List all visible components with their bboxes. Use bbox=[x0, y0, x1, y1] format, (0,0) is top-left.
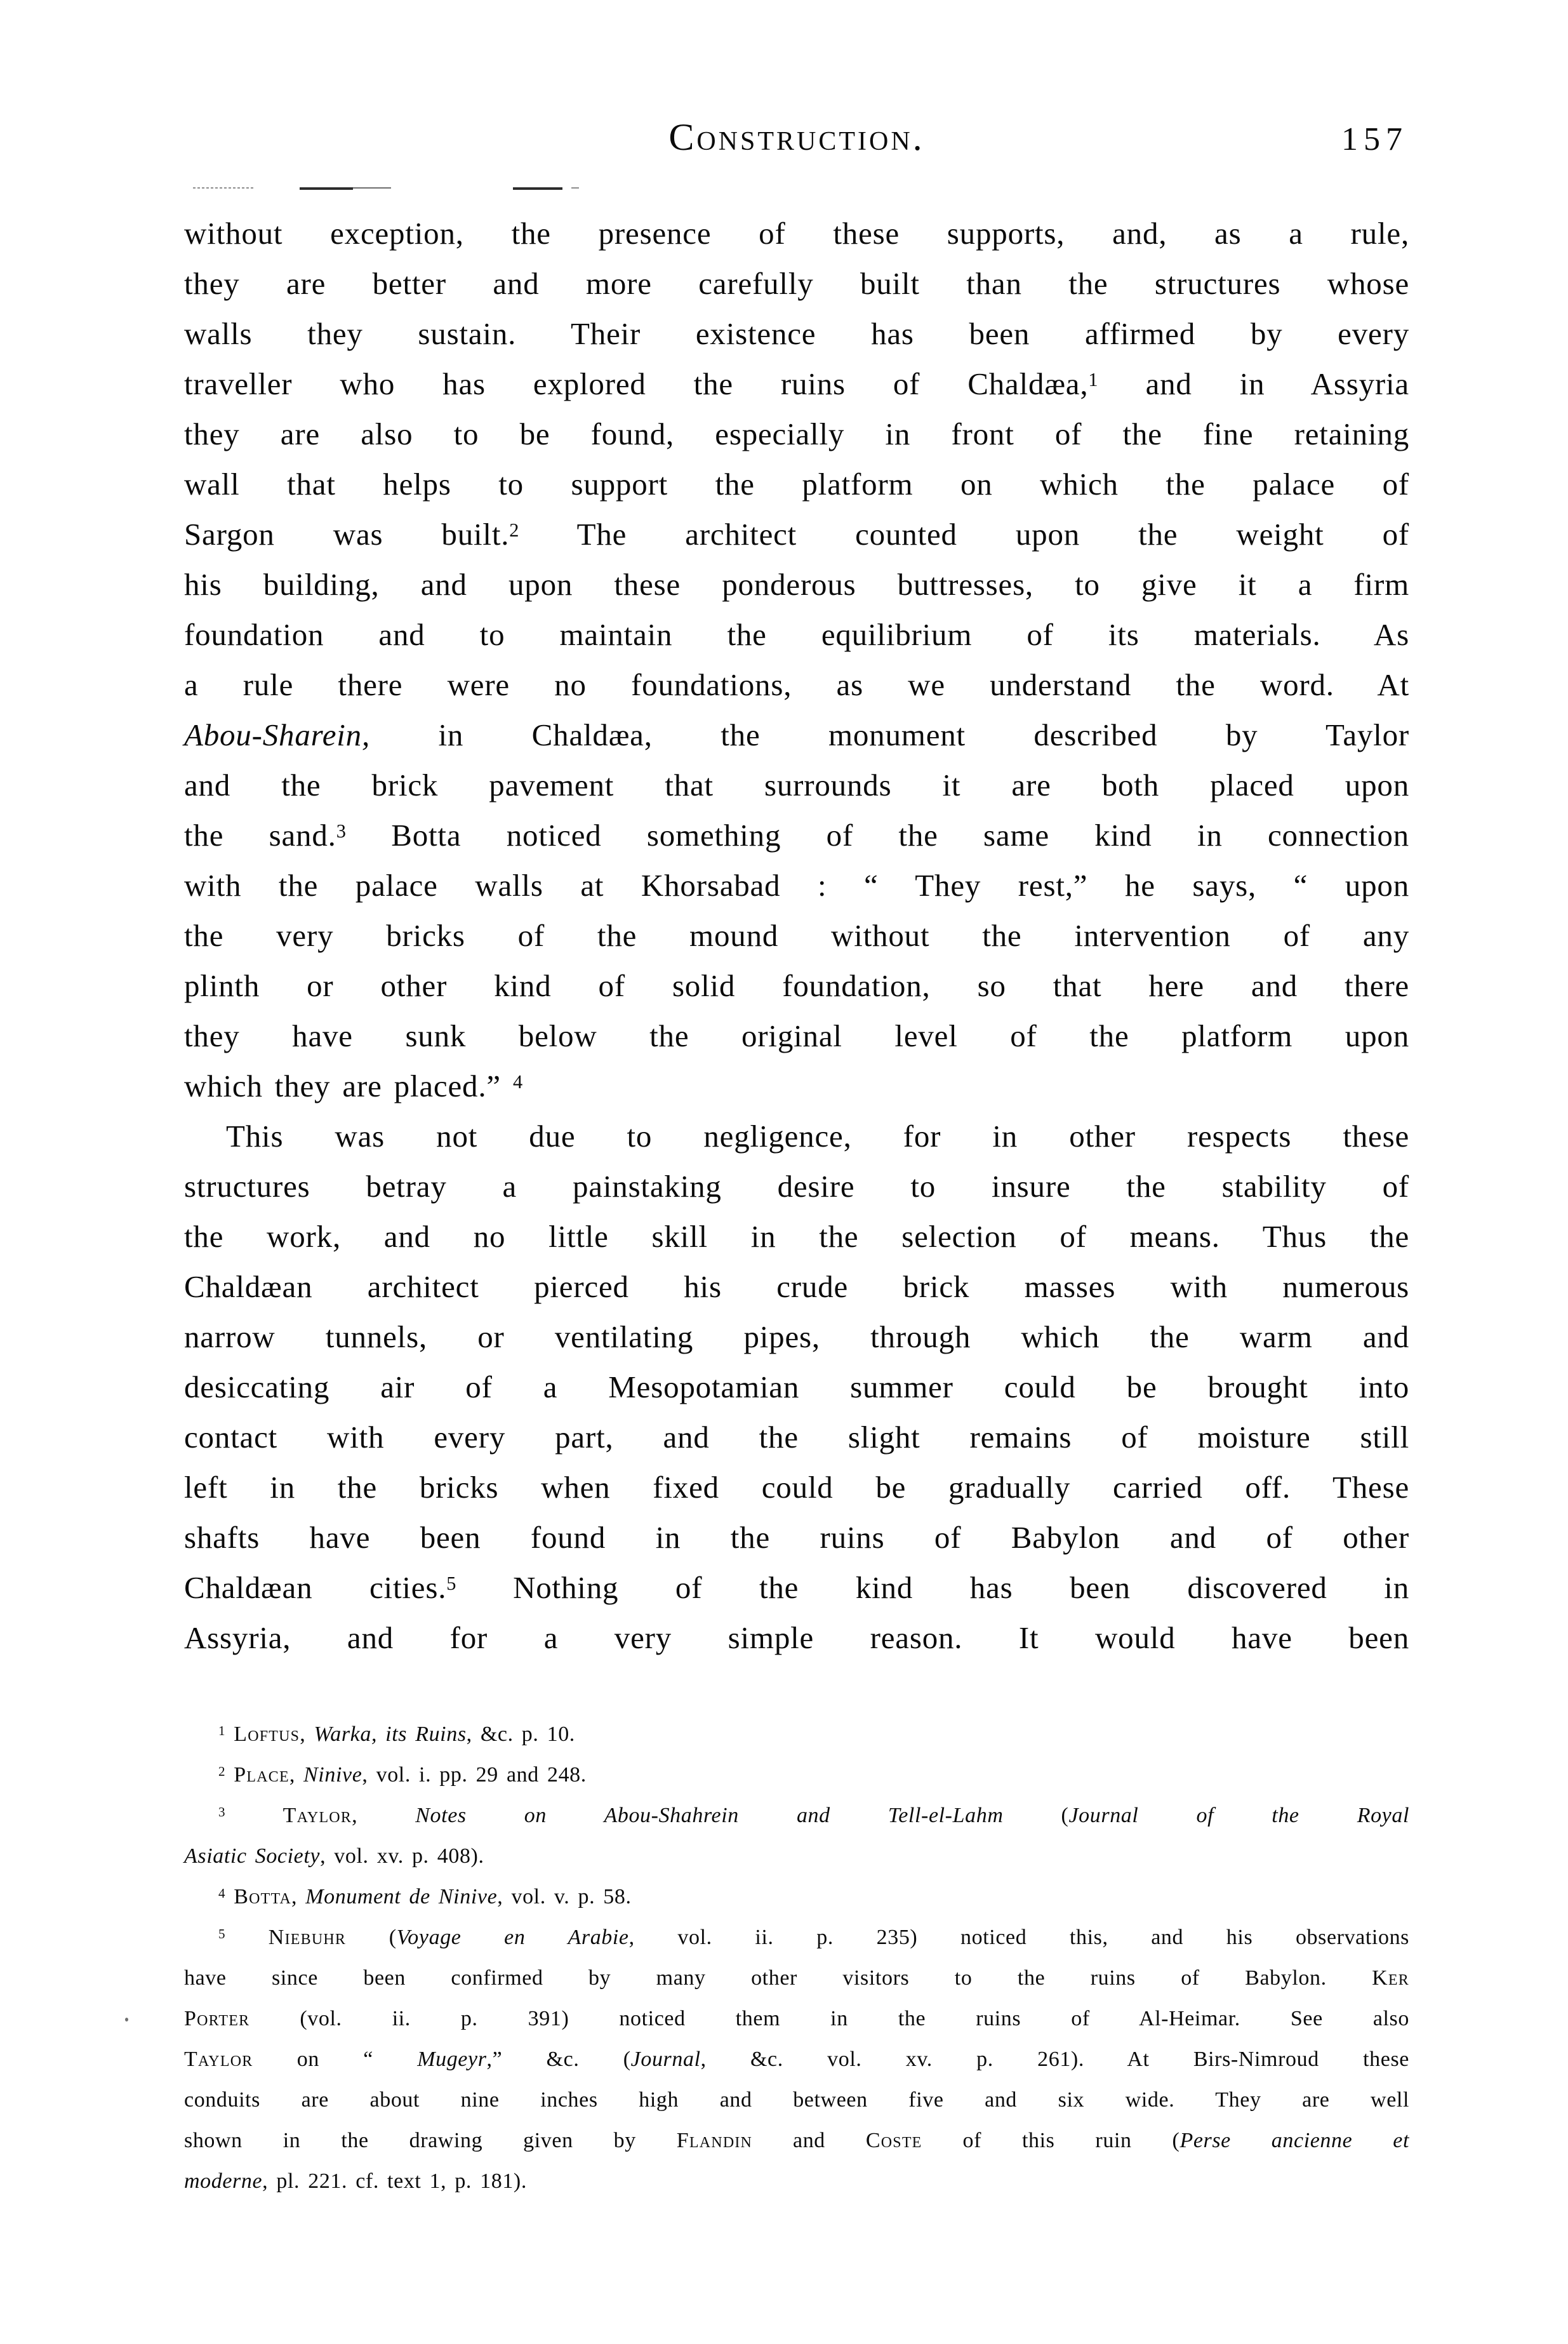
text-line bbox=[184, 860, 1409, 910]
text-segment: Assyria, and for a very simple reason. It would have been bbox=[184, 1620, 1409, 1655]
text-line bbox=[184, 1877, 1409, 1917]
text-line bbox=[184, 1836, 1409, 1877]
text-segment: 4 bbox=[512, 1071, 523, 1093]
text-segment: ( bbox=[346, 1926, 397, 1949]
text-segment: Place bbox=[225, 1763, 289, 1787]
text-line bbox=[184, 309, 1409, 359]
text-segment: (vol. ii. p. 391) noticed them in the ruins of Al-Heimar. See also bbox=[249, 2007, 1409, 2030]
text-segment: 2 bbox=[509, 519, 519, 542]
text-segment: the work, and no little skill in the selection of means. Thus the bbox=[184, 1219, 1409, 1254]
text-segment: Niebuhr bbox=[225, 1926, 347, 1949]
text-line bbox=[184, 559, 1409, 609]
text-segment: moderne bbox=[184, 2169, 263, 2193]
text-line bbox=[184, 1795, 1409, 1836]
text-line bbox=[184, 1755, 1409, 1795]
text-line bbox=[184, 2161, 1409, 2202]
text-segment: , bbox=[300, 1722, 314, 1746]
text-segment: they are better and more carefully built than the structures whose bbox=[184, 266, 1409, 301]
text-segment: narrow tunnels, or ventilating pipes, through which the warm and bbox=[184, 1319, 1409, 1354]
text-segment: Porter bbox=[184, 2007, 250, 2030]
page-header bbox=[184, 118, 1409, 164]
body-text bbox=[184, 208, 1409, 1663]
text-segment: shafts have been found in the ruins of Babylon and of other bbox=[184, 1520, 1409, 1555]
text-segment: This was not due to negligence, for in other respects these bbox=[226, 1119, 1409, 1154]
text-segment: , &c. p. 10. bbox=[466, 1722, 575, 1746]
text-segment: Warka, its Ruins bbox=[314, 1722, 467, 1746]
scan-artifact-dash bbox=[300, 187, 353, 190]
text-segment: Mugeyr bbox=[417, 2048, 487, 2071]
text-line bbox=[184, 1412, 1409, 1462]
text-segment: 4 bbox=[218, 1886, 225, 1901]
text-segment: Chaldæan architect pierced his crude brick masses with numerous bbox=[184, 1269, 1409, 1304]
text-segment: , vol. ii. p. 235) noticed this, and his observations bbox=[628, 1926, 1410, 1949]
text-segment: wall that helps to support the platform on which the palace of bbox=[184, 467, 1409, 502]
text-segment: Monument de Ninive bbox=[305, 1885, 498, 1908]
text-line bbox=[184, 1111, 1409, 1161]
text-segment: Asiatic Society bbox=[184, 1844, 321, 1868]
text-line bbox=[184, 760, 1409, 810]
text-segment: , bbox=[291, 1885, 306, 1908]
text-segment: the very bricks of the mound without the intervention of any bbox=[184, 918, 1409, 953]
text-segment: Journal of the Royal bbox=[1068, 1804, 1410, 1827]
text-segment: Ker bbox=[1372, 1966, 1409, 1990]
scan-artifact-dash bbox=[193, 187, 254, 189]
text-line bbox=[184, 1011, 1409, 1061]
text-segment: walls they sustain. Their existence has been affirmed by every bbox=[184, 316, 1409, 351]
text-line bbox=[184, 258, 1409, 309]
text-segment: Flandin bbox=[676, 2129, 753, 2152]
scan-artifact-dash bbox=[513, 187, 562, 190]
text-segment: traveller who has explored the ruins of Chaldæa, bbox=[184, 366, 1089, 401]
text-segment: Chaldæan cities. bbox=[184, 1570, 447, 1605]
text-segment: shown in the drawing given by bbox=[184, 2129, 677, 2152]
text-segment: contact with every part, and the slight remains of moisture still bbox=[184, 1420, 1409, 1455]
text-line bbox=[184, 409, 1409, 459]
text-line bbox=[184, 1362, 1409, 1412]
text-segment: Nothing of the kind has been discovered in bbox=[456, 1570, 1410, 1605]
text-line bbox=[184, 2080, 1409, 2121]
text-segment: which they are placed.” bbox=[184, 1069, 513, 1103]
scan-artifact-dash bbox=[353, 187, 391, 189]
text-segment: Taylor bbox=[184, 2048, 253, 2071]
text-segment: Botta noticed something of the same kind in connection bbox=[345, 818, 1409, 853]
text-line bbox=[184, 810, 1409, 860]
text-segment: Coste bbox=[865, 2129, 922, 2152]
text-segment: , vol. v. p. 58. bbox=[497, 1885, 632, 1908]
text-segment: , &c. vol. xv. p. 261). At Birs-Nimroud these bbox=[700, 2048, 1409, 2071]
text-segment: on “ bbox=[253, 2048, 418, 2071]
text-line bbox=[184, 609, 1409, 660]
text-segment: , bbox=[289, 1763, 304, 1787]
text-segment: , vol. i. pp. 29 and 248. bbox=[362, 1763, 587, 1787]
text-line bbox=[184, 1917, 1409, 1958]
text-segment: Abou-Sharein, bbox=[184, 717, 371, 752]
text-segment: 3 bbox=[336, 820, 346, 842]
text-segment: conduits are about nine inches high and between five and six wide. They are well bbox=[184, 2088, 1409, 2112]
text-segment: , pl. 221. cf. text 1, p. 181). bbox=[262, 2169, 527, 2193]
text-line bbox=[184, 961, 1409, 1011]
text-segment: 5 bbox=[446, 1573, 456, 1595]
text-segment: Taylor bbox=[225, 1804, 352, 1827]
text-segment: Perse ancienne et bbox=[1179, 2129, 1410, 2152]
text-line bbox=[184, 359, 1409, 409]
text-line bbox=[184, 1613, 1409, 1663]
text-line bbox=[184, 1061, 1409, 1111]
text-line bbox=[184, 2121, 1409, 2161]
text-segment: and in Assyria bbox=[1098, 366, 1409, 401]
text-segment: ,” &c. ( bbox=[486, 2048, 631, 2071]
text-line bbox=[184, 459, 1409, 509]
text-segment: the sand. bbox=[184, 818, 336, 853]
text-segment: left in the bricks when fixed could be gradually carried off. These bbox=[184, 1470, 1409, 1505]
text-line bbox=[184, 208, 1409, 258]
text-segment: Loftus bbox=[225, 1722, 300, 1746]
text-segment: desiccating air of a Mesopotamian summer could be brought into bbox=[184, 1369, 1409, 1404]
text-segment: of this ruin ( bbox=[922, 2129, 1180, 2152]
text-segment: 1 bbox=[1088, 369, 1098, 391]
text-segment: Voyage en Arabie bbox=[396, 1926, 629, 1949]
text-segment: Ninive bbox=[303, 1763, 362, 1787]
page-number: 157 bbox=[1341, 121, 1408, 157]
text-line bbox=[184, 1312, 1409, 1362]
scan-artifact-dash bbox=[571, 187, 579, 189]
text-segment: Botta bbox=[225, 1885, 291, 1908]
text-line bbox=[184, 1262, 1409, 1312]
text-segment: a rule there were no foundations, as we understand the word. At bbox=[184, 667, 1409, 702]
text-line bbox=[184, 910, 1409, 961]
text-line bbox=[184, 1714, 1409, 1755]
text-line bbox=[184, 2039, 1409, 2080]
text-segment: they have sunk below the original level of the platform upon bbox=[184, 1018, 1409, 1053]
text-segment: 2 bbox=[218, 1764, 225, 1780]
text-segment: foundation and to maintain the equilibrium of its materials. As bbox=[184, 617, 1409, 652]
text-segment: they are also to be found, especially in front of the fine retaining bbox=[184, 416, 1409, 451]
text-segment: plinth or other kind of solid foundation, so that here and there bbox=[184, 968, 1409, 1003]
text-segment: structures betray a painstaking desire to insure the stability of bbox=[184, 1169, 1409, 1204]
text-segment: , vol. xv. p. 408). bbox=[320, 1844, 484, 1868]
text-segment: his building, and upon these ponderous buttresses, to give it a firm bbox=[184, 567, 1409, 602]
running-title: Construction. bbox=[668, 116, 925, 158]
text-line bbox=[184, 710, 1409, 760]
text-segment: Journal bbox=[630, 2048, 701, 2071]
text-segment: and bbox=[752, 2129, 866, 2152]
text-segment: , bbox=[352, 1804, 416, 1827]
text-line bbox=[184, 1562, 1409, 1613]
footnotes bbox=[184, 1714, 1409, 2202]
text-line bbox=[184, 1462, 1409, 1512]
text-segment: and the brick pavement that surrounds it are both placed upon bbox=[184, 768, 1409, 802]
scan-speck bbox=[125, 2018, 128, 2021]
text-segment: have since been confirmed by many other visitors to the ruins of Babylon. bbox=[184, 1966, 1372, 1990]
text-segment: The architect counted upon the weight of bbox=[519, 517, 1410, 552]
text-segment: without exception, the presence of these supports, and, as a rule, bbox=[184, 216, 1409, 251]
text-segment: ( bbox=[1003, 1804, 1069, 1827]
text-segment: 3 bbox=[218, 1804, 225, 1820]
text-segment: Notes on Abou-Shahrein and Tell-el-Lahm bbox=[415, 1804, 1004, 1827]
text-segment: 5 bbox=[218, 1926, 225, 1942]
text-line bbox=[184, 1512, 1409, 1562]
text-line bbox=[184, 660, 1409, 710]
scan-rule-fragments bbox=[0, 186, 1568, 191]
text-line bbox=[184, 1211, 1409, 1262]
text-segment: with the palace walls at Khorsabad : “ They rest,” he says, “ upon bbox=[184, 868, 1409, 903]
text-segment: Sargon was built. bbox=[184, 517, 510, 552]
text-line bbox=[184, 1999, 1409, 2039]
text-segment: 1 bbox=[218, 1723, 225, 1739]
text-line bbox=[184, 509, 1409, 559]
text-line bbox=[184, 1958, 1409, 1999]
text-line bbox=[184, 1161, 1409, 1211]
text-segment: in Chaldæa, the monument described by Taylor bbox=[370, 717, 1409, 752]
